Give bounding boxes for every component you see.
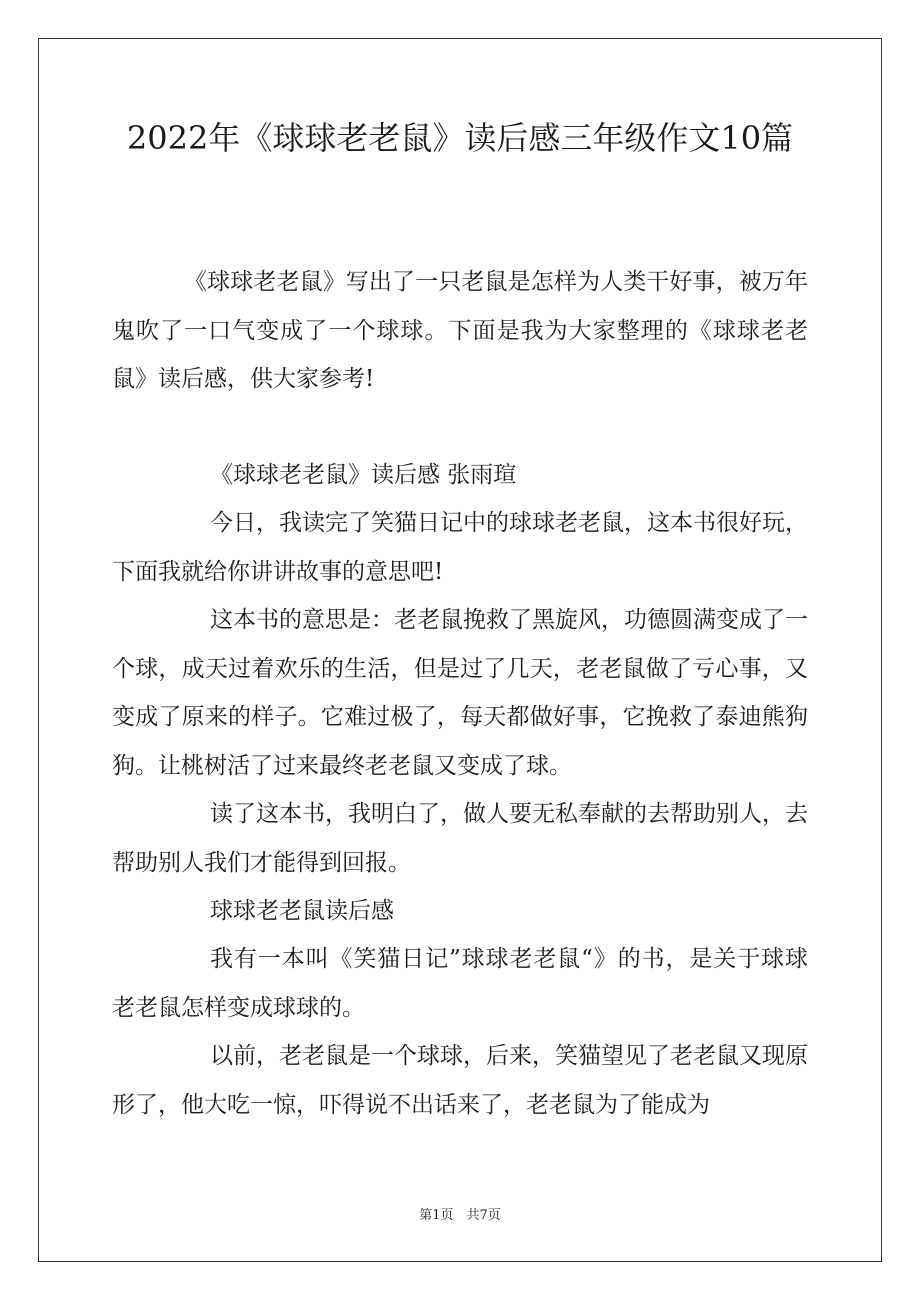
document-title: 2022年《球球老老鼠》读后感三年级作文10篇 <box>126 119 794 157</box>
section1-paragraph-1: 今日，我读完了笑猫日记中的球球老老鼠，这本书很好玩，下面我就给你讲讲故事的意思吧! <box>112 510 808 585</box>
section-heading-1: 《球球老老鼠》读后感 张雨瑄 <box>210 462 517 488</box>
page-footer: 第1页 共7页 <box>419 1208 501 1223</box>
section2-paragraph-1: 我有一本叫《笑猫日记”球球老老鼠“》的书，是关于球球老老鼠怎样变成球球的。 <box>112 946 808 1021</box>
section1-paragraph-3: 读了这本书，我明白了，做人要无私奉献的去帮助别人，去帮助别人我们才能得到回报。 <box>112 801 808 876</box>
section1-paragraph-2: 这本书的意思是：老老鼠挽救了黑旋风，功德圆满变成了一个球，成天过着欢乐的生活，但是过了几天，老老鼠做了亏心事，又变成了原来的样子。它难过极了，每天都做好事，它挽救了泰迪熊狗狗。让桃树活了过来最终老老鼠又变成了球。 <box>112 607 808 779</box>
section2-paragraph-2: 以前，老老鼠是一个球球，后来，笑猫望见了老老鼠又现原形了，他大吃一惊，吓得说不出话来了，老老鼠为了能成为 <box>112 1043 808 1118</box>
section-heading-2: 球球老老鼠读后感 <box>210 898 394 924</box>
intro-paragraph: 《球球老老鼠》写出了一只老鼠是怎样为人类干好事，被万年鬼吹了一口气变成了一个球球。下面是我为大家整理的《球球老老鼠》读后感，供大家参考! <box>112 269 808 392</box>
